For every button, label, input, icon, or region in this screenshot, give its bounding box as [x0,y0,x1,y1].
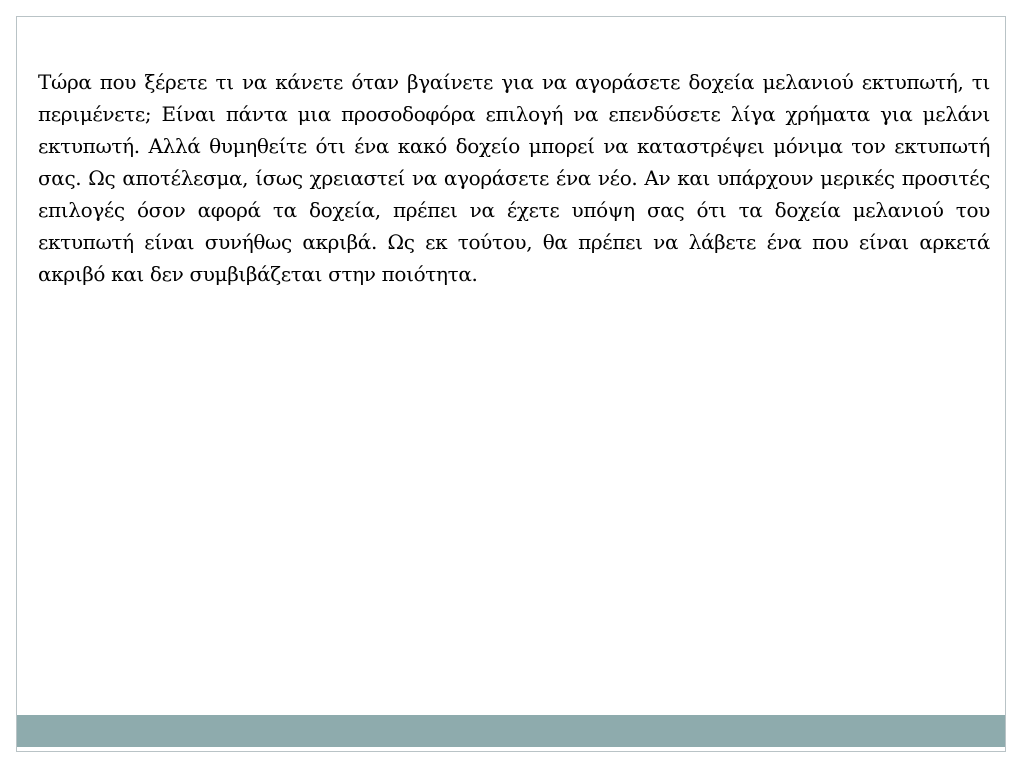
body-paragraph: Τώρα που ξέρετε τι να κάνετε όταν βγαίνετε για να αγοράσετε δοχεία μελανιού εκτυπωτή, τι περιμένετε; Είναι πάντα μια προσοδοφόρα επιλογή να επενδύσετε λίγα χρήματα για μελάνι εκτυπωτή. Αλλά θυμηθείτε ότι ένα κακό δοχείο μπορεί να καταστρέψει μόνιμα τον εκτυπωτή σας. Ως αποτέλεσμα, ίσως χρειαστεί να αγοράσετε ένα νέο. Αν και υπάρχουν μερικές προσιτές επιλογές όσον αφορά τα δοχεία, πρέπει να έχετε υπόψη σας ότι τα δοχεία μελανιού του εκτυπωτή είναι συνήθως ακριβά. Ως εκ τούτου, θα πρέπει να λάβετε ένα που είναι αρκετά ακριβό και δεν συμβιβάζεται στην ποιότητα. [38,70,990,286]
slide [16,16,1006,752]
footer-bar [17,715,1005,751]
footer-edge [17,747,1005,751]
